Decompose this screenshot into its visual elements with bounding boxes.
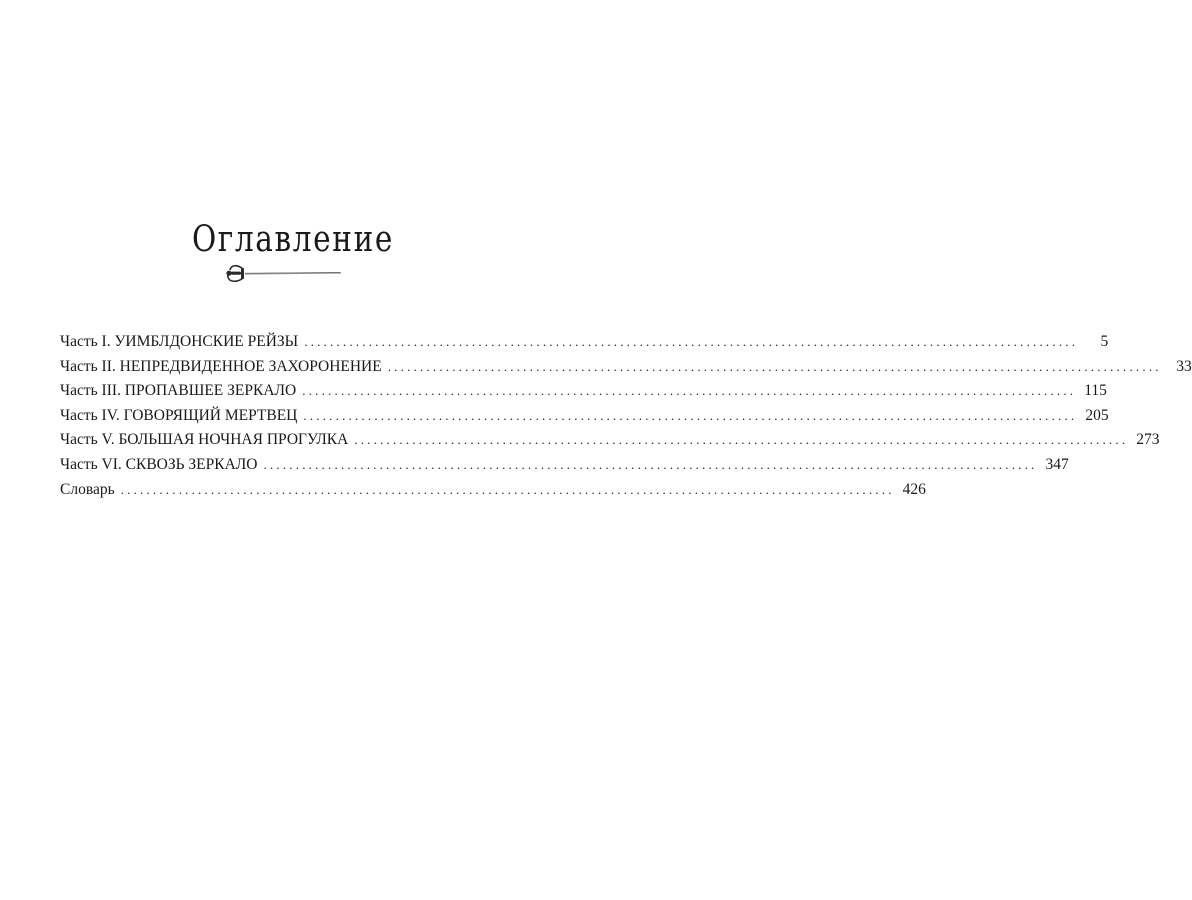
toc-entry-title: Часть IV. ГОВОРЯЩИЙ МЕРТВЕЦ — [60, 406, 298, 424]
toc-page-number: 115 — [1084, 382, 1107, 400]
toc-page-number: 347 — [1045, 455, 1069, 473]
dot-leader: ........................................................................................................................ — [263, 456, 1038, 472]
toc-entry[interactable] — [60, 453, 1069, 478]
toc-page-number: 426 — [902, 480, 926, 498]
dot-leader: ........................................................................................................................ — [303, 407, 1078, 423]
toc-entry[interactable] — [60, 379, 1107, 404]
toc-page-number: 33 — [1176, 357, 1192, 375]
table-of-contents — [60, 330, 1192, 502]
dot-leader: ........................................................................................................................ — [120, 481, 895, 497]
dot-leader: ........................................................................................................................ — [302, 383, 1077, 399]
toc-entry[interactable] — [60, 404, 1109, 429]
toc-entry-title: Словарь — [60, 480, 115, 498]
toc-entry[interactable] — [60, 478, 926, 503]
toc-entry[interactable] — [60, 355, 1192, 380]
toc-entry[interactable] — [60, 428, 1160, 453]
dot-leader: ........................................................................................................................ — [304, 334, 1079, 349]
toc-entry-title: Часть VI. СКВОЗЬ ЗЕРКАЛО — [60, 455, 258, 473]
toc-entry-title: Часть III. ПРОПАВШЕЕ ЗЕРКАЛО — [60, 382, 297, 400]
toc-page-number: 205 — [1085, 406, 1109, 424]
toc-entry-title: Часть V. БОЛЬШАЯ НОЧНАЯ ПРОГУЛКА — [60, 431, 349, 449]
page-title: Оглавление — [191, 219, 395, 260]
toc-page-number: 5 — [1100, 333, 1109, 350]
toc-entry-title: Часть II. НЕПРЕДВИДЕННОЕ ЗАХОРОНЕНИЕ — [60, 357, 382, 375]
dot-leader: ........................................................................................................................ — [354, 432, 1129, 448]
toc-entry[interactable] — [60, 330, 1109, 355]
rapier-sword-icon — [223, 262, 343, 284]
toc-entry-title: Часть I. УИМБЛДОНСКИЕ РЕЙЗЫ — [60, 333, 299, 350]
dot-leader: ........................................................................................................................ — [387, 358, 1162, 374]
toc-page-number: 273 — [1136, 431, 1160, 449]
